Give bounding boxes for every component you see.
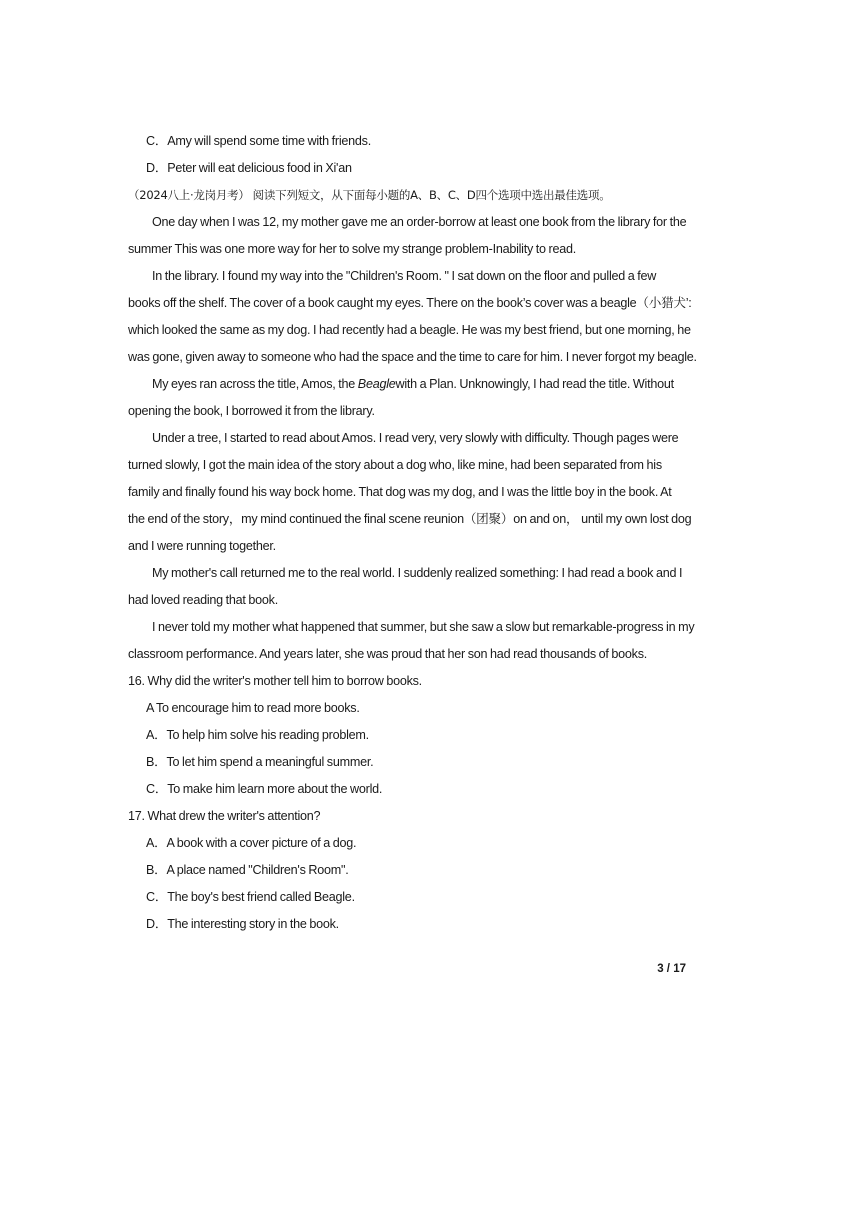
- question-17-stem: 17. What drew the writer's attention?: [128, 809, 321, 823]
- page-number: 3 / 17: [657, 963, 686, 975]
- passage-line: was gone, given away to someone who had the space and the time to care for him. I never forgot my beagle.: [128, 350, 697, 364]
- passage-line: which looked the same as my dog. I had recently had a beagle. He was my best friend, but one morning, he: [128, 323, 691, 337]
- question-17-option: B．A place named "Children's Room".: [146, 863, 349, 877]
- passage-line: [152, 376, 712, 392]
- title-text-a: My eyes ran across the title, Amos, the: [152, 377, 358, 391]
- question-17-option: C．The boy's best friend called Beagle.: [146, 890, 355, 904]
- passage-line: and I were running together.: [128, 539, 276, 553]
- passage-line: My mother's call returned me to the real world. I suddenly realized something: I had read a book and I: [152, 566, 683, 580]
- passage-line: I never told my mother what happened that summer, but she saw a slow but remarkable-progress in my: [152, 620, 695, 634]
- title-text-italic: Beagle: [357, 377, 396, 391]
- passage-line: One day when I was 12, my mother gave me an order-borrow at least one book from the library for the: [152, 215, 687, 229]
- passage-line: opening the book, I borrowed it from the library.: [128, 404, 375, 418]
- question-17-option: D．The interesting story in the book.: [146, 917, 339, 931]
- passage-line: family and finally found his way bock home. That dog was my dog, and I was the little boy in the book. At: [128, 485, 672, 499]
- option-c-prev: C．Amy will spend some time with friends.: [146, 134, 371, 148]
- option-d-prev: D．Peter will eat delicious food in Xi'an: [146, 161, 352, 175]
- passage-line: classroom performance. And years later, she was proud that her son had read thousands of books.: [128, 647, 647, 661]
- question-16-option: A．To help him solve his reading problem.: [146, 728, 369, 742]
- passage-line: Under a tree, I started to read about Amos. I read very, very slowly with difficulty. Though pages were: [152, 431, 679, 445]
- question-16-option: B．To let him spend a meaningful summer.: [146, 755, 374, 769]
- passage-line: turned slowly, I got the main idea of the story about a dog who, like mine, had been separated from his: [128, 458, 662, 472]
- question-16-stem: 16. Why did the writer's mother tell him to borrow books.: [128, 674, 422, 688]
- passage-line: had loved reading that book.: [128, 593, 278, 607]
- source-instruction: （2024八上·龙岗月考） 阅读下列短文，从下面每小题的A、B、C、D四个选项中选出最佳选项。: [128, 188, 611, 202]
- passage-line: summer This was one more way for her to solve my strange problem-Inability to read.: [128, 242, 576, 256]
- passage-line: In the library. I found my way into the "Children's Room. " I sat down on the floor and pulled a few: [152, 269, 657, 283]
- passage-line: the end of the story，my mind continued the final scene reunion（团聚）on and on， until my own lost dog: [128, 512, 692, 526]
- passage-line: books off the shelf. The cover of a book caught my eyes. There on the book’s cover was a beagle（小猎犬’:: [128, 296, 692, 310]
- title-text-c: with a Plan. Unknowingly, I had read the title. Without: [395, 377, 674, 391]
- question-17-option: A．A book with a cover picture of a dog.: [146, 836, 357, 850]
- question-16-option: A To encourage him to read more books.: [146, 701, 360, 715]
- question-16-option: C．To make him learn more about the world.: [146, 782, 383, 796]
